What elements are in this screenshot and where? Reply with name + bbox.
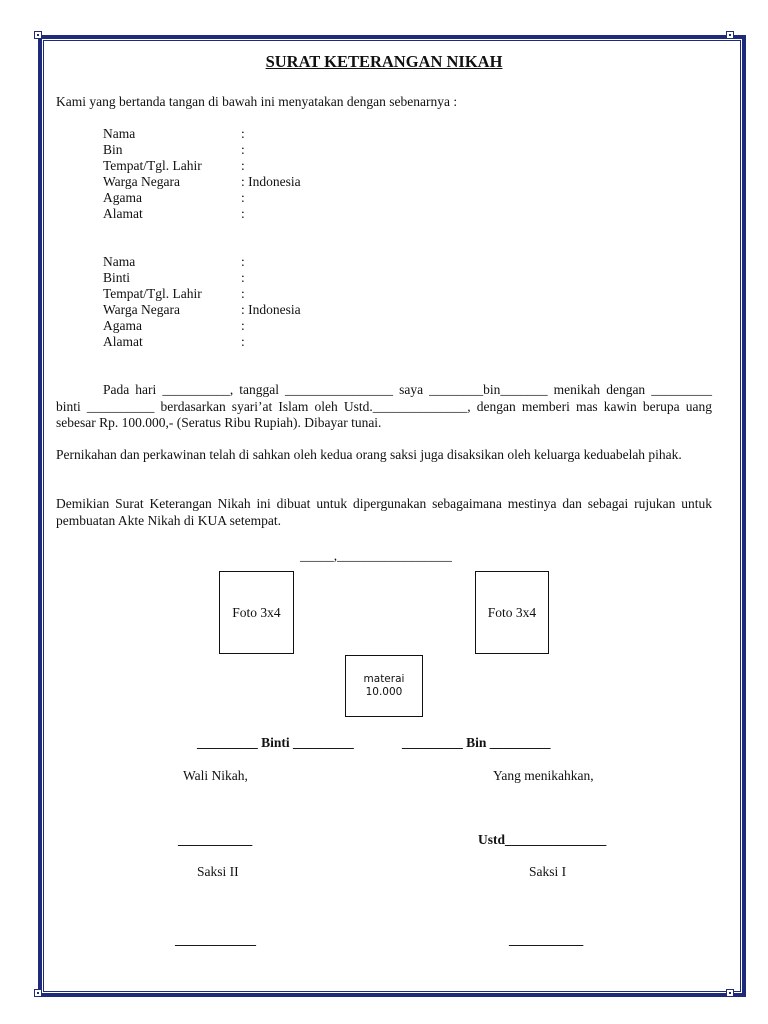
bride-field-address: Alamat : bbox=[103, 334, 245, 349]
bride-field-citizenship: Warga Negara : Indonesia bbox=[103, 302, 301, 317]
groom-field-religion: Agama : bbox=[103, 190, 245, 205]
saksi-2-signature-line: ____________ bbox=[175, 932, 256, 947]
wali-nikah-label: Wali Nikah, bbox=[183, 768, 248, 783]
yang-menikahkan-label: Yang menikahkan, bbox=[493, 768, 594, 783]
bride-field-religion: Agama : bbox=[103, 318, 245, 333]
corner-ornament-bottom-right bbox=[726, 989, 734, 997]
groom-field-address: Alamat : bbox=[103, 206, 245, 221]
groom-field-nama: Nama : bbox=[103, 126, 245, 141]
materai-stamp-box: materai 10.000 bbox=[345, 655, 423, 717]
intro-statement: Kami yang bertanda tangan di bawah ini menyatakan dengan sebenarnya : bbox=[56, 94, 458, 109]
wali-signature-line: ___________ bbox=[178, 832, 253, 847]
closing-paragraph: Demikian Surat Keterangan Nikah ini dibuat untuk dipergunakan sebagaimana mestinya dan sebagai rujukan untuk pembuatan Akte Nikah di KUA setempat. bbox=[56, 496, 712, 528]
witness-paragraph: Pernikahan dan perkawinan telah di sahkan oleh kedua orang saksi juga disaksikan oleh keluarga keduabelah pihak. bbox=[56, 447, 682, 462]
bride-field-binti: Binti : bbox=[103, 270, 245, 285]
ustd-signature-line: Ustd_______________ bbox=[478, 832, 607, 847]
corner-ornament-bottom-left bbox=[34, 989, 42, 997]
bride-field-birth: Tempat/Tgl. Lahir : bbox=[103, 286, 245, 301]
photo-placeholder-left: Foto 3x4 bbox=[219, 571, 294, 654]
marriage-statement-paragraph: Pada hari __________, tanggal ________________ saya ________bin_______ menikah dengan _________ binti __________ berdasarkan syari’at Islam oleh Ustd.______________, dengan memberi mas kawin berupa uang sebesar Rp. 100.000,- (Seratus Ribu Rupiah). Dibayar tunai. bbox=[56, 382, 712, 430]
corner-ornament-top-right bbox=[726, 31, 734, 39]
saksi-1-signature-line: ___________ bbox=[509, 932, 584, 947]
bin-signature-line: _________ Bin _________ bbox=[402, 735, 551, 750]
saksi-1-label: Saksi I bbox=[529, 864, 567, 879]
groom-field-birth: Tempat/Tgl. Lahir : bbox=[103, 158, 245, 173]
bride-field-nama: Nama : bbox=[103, 254, 245, 269]
groom-field-citizenship: Warga Negara : Indonesia bbox=[103, 174, 301, 189]
saksi-2-label: Saksi II bbox=[197, 864, 239, 879]
document-title: SURAT KETERANGAN NIKAH bbox=[265, 52, 503, 71]
photo-placeholder-right: Foto 3x4 bbox=[475, 571, 549, 654]
groom-field-bin: Bin : bbox=[103, 142, 245, 157]
corner-ornament-top-left bbox=[34, 31, 42, 39]
place-date-line: _____,_________________ bbox=[300, 548, 452, 563]
binti-signature-line: _________ Binti _________ bbox=[197, 735, 354, 750]
